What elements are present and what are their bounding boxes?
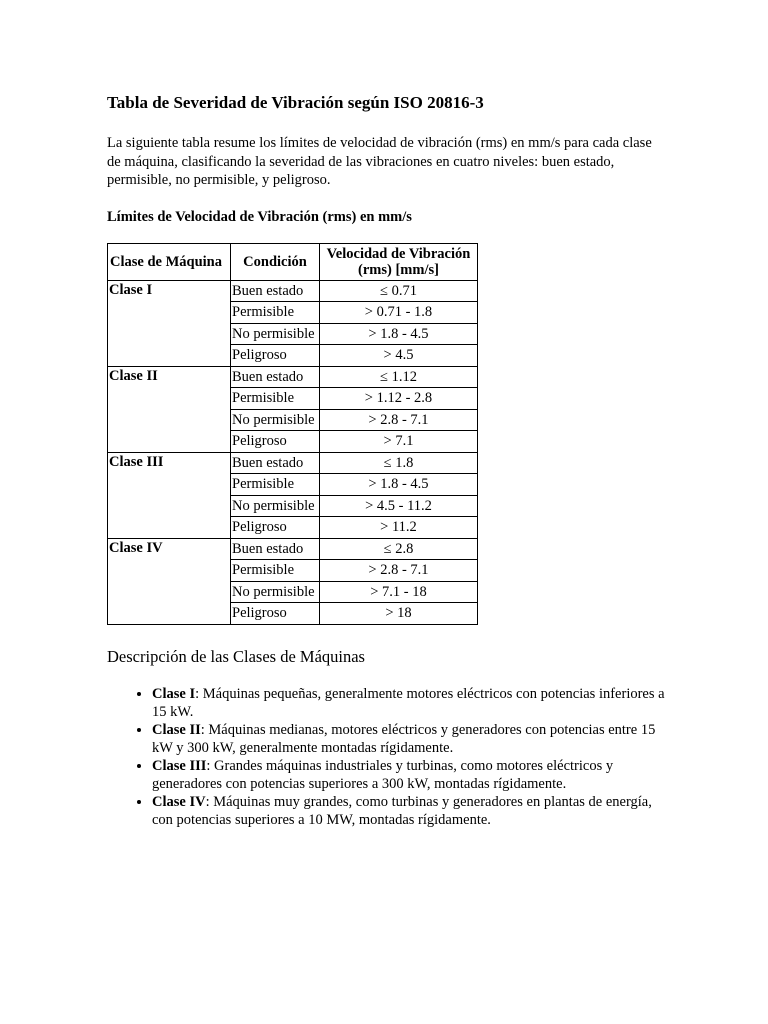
table-header-row [108, 243, 478, 280]
header-velocidad: Velocidad de Vibración (rms) [mm/s] [320, 243, 478, 280]
list-item-text: : Máquinas medianas, motores eléctricos y generadores con potencias entre 15 kW y 300 kW, generalmente montadas rígidamente. [152, 721, 656, 756]
condicion-cell: Permisible [231, 474, 320, 496]
list-item-term: Clase I [152, 685, 196, 702]
page-title: Tabla de Severidad de Vibración según ISO 20816-3 [107, 93, 484, 112]
velocidad-cell: > 11.2 [320, 517, 478, 539]
intro-paragraph: La siguiente tabla resume los límites de velocidad de vibración (rms) en mm/s para cada clase de máquina, clasificando la severidad de las vibraciones en cuatro niveles: buen estado, permisible, no permisible, y peligroso. [107, 135, 652, 188]
header-condicion: Condición [231, 243, 320, 280]
table-row [108, 366, 478, 388]
condicion-cell: Peligroso [231, 431, 320, 453]
velocidad-cell: ≤ 1.8 [320, 452, 478, 474]
velocidad-cell: ≤ 0.71 [320, 280, 478, 302]
condicion-cell: No permisible [231, 323, 320, 345]
velocidad-cell: > 1.8 - 4.5 [320, 474, 478, 496]
table-row [108, 280, 478, 302]
clase-cell: Clase IV [108, 538, 231, 624]
velocidad-cell: > 1.8 - 4.5 [320, 323, 478, 345]
list-item [152, 685, 667, 721]
list-item-term: Clase II [152, 721, 201, 738]
velocidad-cell: ≤ 2.8 [320, 538, 478, 560]
list-item-term: Clase III [152, 757, 207, 774]
condicion-cell: Permisible [231, 388, 320, 410]
clase-cell: Clase II [108, 366, 231, 452]
condicion-cell: Peligroso [231, 603, 320, 625]
condicion-cell: Buen estado [231, 280, 320, 302]
velocidad-cell: > 7.1 [320, 431, 478, 453]
velocidad-cell: > 18 [320, 603, 478, 625]
condicion-cell: Buen estado [231, 452, 320, 474]
table-row [108, 452, 478, 474]
list-item [152, 757, 667, 793]
list-item-text: : Máquinas pequeñas, generalmente motores eléctricos con potencias inferiores a 15 kW. [152, 685, 665, 720]
header-clase: Clase de Máquina [108, 243, 231, 280]
condicion-cell: Peligroso [231, 517, 320, 539]
list-item [152, 721, 667, 757]
velocidad-cell: > 2.8 - 7.1 [320, 560, 478, 582]
clase-cell: Clase III [108, 452, 231, 538]
condicion-cell: Permisible [231, 560, 320, 582]
condicion-cell: Buen estado [231, 538, 320, 560]
velocidad-cell: > 0.71 - 1.8 [320, 302, 478, 324]
clase-cell: Clase I [108, 280, 231, 366]
table-body [108, 280, 478, 624]
condicion-cell: Peligroso [231, 345, 320, 367]
condicion-cell: Buen estado [231, 366, 320, 388]
condicion-cell: No permisible [231, 409, 320, 431]
velocidad-cell: > 4.5 - 11.2 [320, 495, 478, 517]
table-title: Límites de Velocidad de Vibración (rms) en mm/s [107, 208, 412, 225]
condicion-cell: Permisible [231, 302, 320, 324]
velocidad-cell: > 4.5 [320, 345, 478, 367]
velocidad-cell: > 7.1 - 18 [320, 581, 478, 603]
velocidad-cell: ≤ 1.12 [320, 366, 478, 388]
document-page [107, 92, 667, 829]
vibration-severity-table [107, 243, 478, 625]
condicion-cell: No permisible [231, 495, 320, 517]
condicion-cell: No permisible [231, 581, 320, 603]
class-description-list [107, 685, 667, 829]
list-item [152, 793, 667, 829]
velocidad-cell: > 2.8 - 7.1 [320, 409, 478, 431]
section-title: Descripción de las Clases de Máquinas [107, 646, 365, 666]
list-item-text: : Máquinas muy grandes, como turbinas y generadores en plantas de energía, con potencias superiores a 10 MW, montadas rígidamente. [152, 793, 652, 828]
table-row [108, 538, 478, 560]
list-item-text: : Grandes máquinas industriales y turbinas, como motores eléctricos y generadores con potencias superiores a 300 kW, montadas rígidamente. [152, 757, 614, 792]
velocidad-cell: > 1.12 - 2.8 [320, 388, 478, 410]
list-item-term: Clase IV [152, 793, 206, 810]
